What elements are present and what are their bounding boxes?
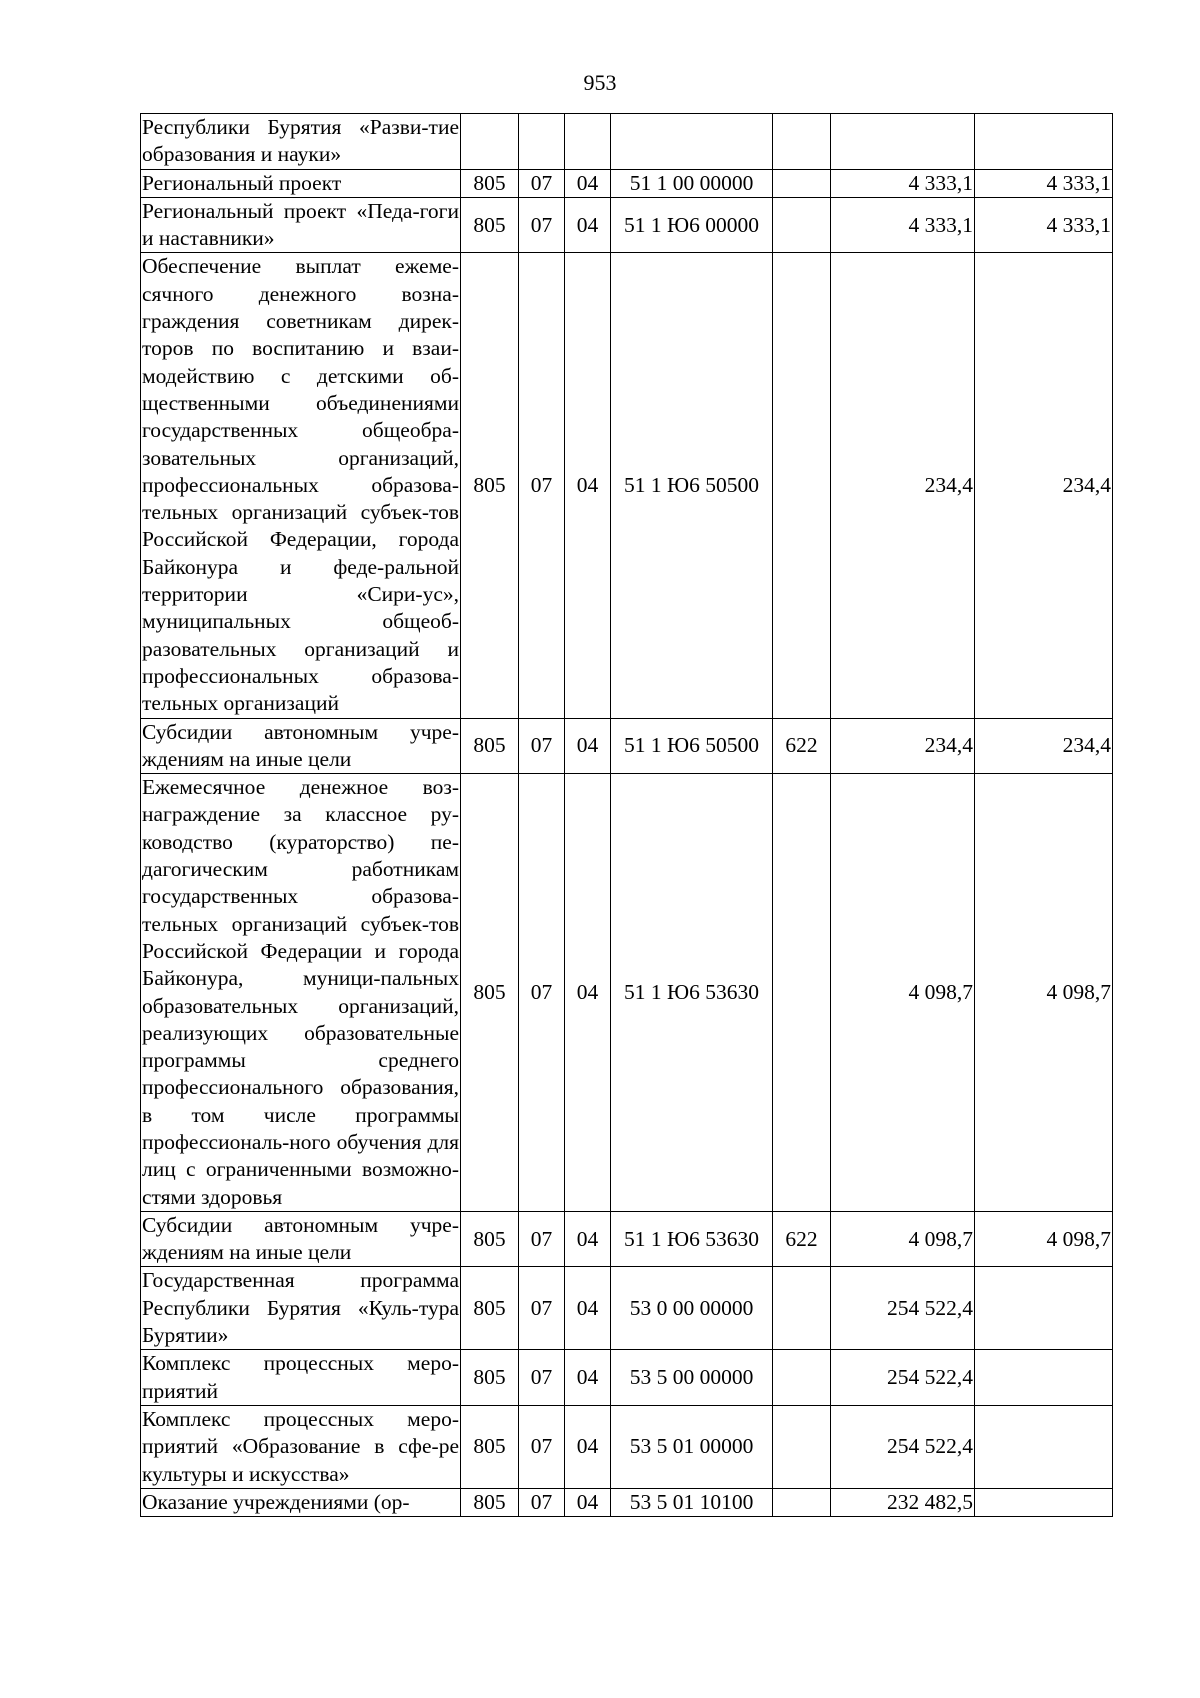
ministry-code-cell: 805 xyxy=(461,253,519,718)
target-article-cell: 51 1 Ю6 00000 xyxy=(611,197,773,253)
amount-2-cell xyxy=(975,1350,1113,1406)
table-row xyxy=(141,114,1113,170)
expense-type-cell xyxy=(773,197,831,253)
ministry-code-cell: 805 xyxy=(461,197,519,253)
expense-type-cell xyxy=(773,253,831,718)
table-row xyxy=(141,1488,1113,1516)
amount-1-cell: 254 522,4 xyxy=(831,1267,975,1350)
target-article-cell: 51 1 Ю6 53630 xyxy=(611,1211,773,1267)
target-article-cell: 51 1 Ю6 50500 xyxy=(611,253,773,718)
amount-2-cell: 234,4 xyxy=(975,253,1113,718)
subsection-code-cell: 04 xyxy=(565,774,611,1212)
row-name-cell: Региональный проект xyxy=(141,169,461,197)
expense-type-cell xyxy=(773,1405,831,1488)
ministry-code-cell: 805 xyxy=(461,718,519,774)
section-code-cell: 07 xyxy=(519,718,565,774)
row-name-cell: Обеспечение выплат ежеме-сячного денежного возна-граждения советникам дирек-торов по воспитанию и взаи-модействию с детскими об-щественными объединениями государственных общеобра-зовательных организаций, профессиональных образова-тельных организаций субъек-тов Российской Федерации, города Байконура и феде-ральной территории «Сири-ус», муниципальных общеоб-разовательных организаций и профессиональных образова-тельных организаций xyxy=(141,253,461,718)
subsection-code-cell: 04 xyxy=(565,1488,611,1516)
target-article-cell: 51 1 Ю6 53630 xyxy=(611,774,773,1212)
target-article-cell: 53 0 00 00000 xyxy=(611,1267,773,1350)
amount-1-cell: 4 333,1 xyxy=(831,169,975,197)
section-code-cell: 07 xyxy=(519,197,565,253)
amount-1-cell: 4 098,7 xyxy=(831,1211,975,1267)
table-row xyxy=(141,1350,1113,1406)
amount-2-cell xyxy=(975,1488,1113,1516)
row-name-cell: Комплекс процессных меро-приятий xyxy=(141,1350,461,1406)
table-row xyxy=(141,1405,1113,1488)
target-article-cell: 51 1 00 00000 xyxy=(611,169,773,197)
budget-table xyxy=(140,113,1113,1517)
row-name-cell: Республики Бурятия «Разви-тие образования и науки» xyxy=(141,114,461,170)
subsection-code-cell: 04 xyxy=(565,1350,611,1406)
row-name-cell: Субсидии автономным учре-ждениям на иные цели xyxy=(141,1211,461,1267)
row-name-cell: Субсидии автономным учре-ждениям на иные цели xyxy=(141,718,461,774)
target-article-cell: 51 1 Ю6 50500 xyxy=(611,718,773,774)
subsection-code-cell: 04 xyxy=(565,1405,611,1488)
subsection-code-cell: 04 xyxy=(565,197,611,253)
amount-2-cell: 234,4 xyxy=(975,718,1113,774)
amount-1-cell: 254 522,4 xyxy=(831,1405,975,1488)
ministry-code-cell: 805 xyxy=(461,1211,519,1267)
amount-2-cell: 4 098,7 xyxy=(975,1211,1113,1267)
amount-1-cell: 254 522,4 xyxy=(831,1350,975,1406)
amount-1-cell: 234,4 xyxy=(831,253,975,718)
subsection-code-cell: 04 xyxy=(565,1211,611,1267)
row-name-cell: Ежемесячное денежное воз-награждение за классное ру-ководство (кураторство) пе-дагогическим работникам государственных образова-тельных организаций субъек-тов Российской Федерации и города Байконура, муници-пальных образовательных организаций, реализующих образовательные программы среднего профессионального образования, в том числе программы профессиональ-ного обучения для лиц с ограниченными возможно-стями здоровья xyxy=(141,774,461,1212)
target-article-cell: 53 5 00 00000 xyxy=(611,1350,773,1406)
target-article-cell: 53 5 01 10100 xyxy=(611,1488,773,1516)
subsection-code-cell xyxy=(565,114,611,170)
section-code-cell: 07 xyxy=(519,774,565,1212)
amount-2-cell: 4 333,1 xyxy=(975,197,1113,253)
expense-type-cell xyxy=(773,1488,831,1516)
table-row xyxy=(141,1211,1113,1267)
subsection-code-cell: 04 xyxy=(565,253,611,718)
section-code-cell xyxy=(519,114,565,170)
table-body xyxy=(141,114,1113,1517)
amount-1-cell: 234,4 xyxy=(831,718,975,774)
expense-type-cell xyxy=(773,774,831,1212)
ministry-code-cell: 805 xyxy=(461,1405,519,1488)
expense-type-cell xyxy=(773,169,831,197)
amount-1-cell: 4 098,7 xyxy=(831,774,975,1212)
expense-type-cell: 622 xyxy=(773,1211,831,1267)
section-code-cell: 07 xyxy=(519,1211,565,1267)
amount-1-cell xyxy=(831,114,975,170)
ministry-code-cell: 805 xyxy=(461,1267,519,1350)
amount-2-cell xyxy=(975,1405,1113,1488)
section-code-cell: 07 xyxy=(519,1267,565,1350)
table-row xyxy=(141,169,1113,197)
expense-type-cell: 622 xyxy=(773,718,831,774)
ministry-code-cell: 805 xyxy=(461,1350,519,1406)
section-code-cell: 07 xyxy=(519,1350,565,1406)
section-code-cell: 07 xyxy=(519,1405,565,1488)
section-code-cell: 07 xyxy=(519,253,565,718)
ministry-code-cell xyxy=(461,114,519,170)
table-row xyxy=(141,718,1113,774)
subsection-code-cell: 04 xyxy=(565,1267,611,1350)
target-article-cell xyxy=(611,114,773,170)
table-row xyxy=(141,1267,1113,1350)
subsection-code-cell: 04 xyxy=(565,718,611,774)
amount-1-cell: 4 333,1 xyxy=(831,197,975,253)
ministry-code-cell: 805 xyxy=(461,774,519,1212)
amount-2-cell xyxy=(975,1267,1113,1350)
row-name-cell: Комплекс процессных меро-приятий «Образование в сфе-ре культуры и искусства» xyxy=(141,1405,461,1488)
row-name-cell: Региональный проект «Педа-гоги и наставники» xyxy=(141,197,461,253)
expense-type-cell xyxy=(773,1350,831,1406)
section-code-cell: 07 xyxy=(519,1488,565,1516)
table-row xyxy=(141,253,1113,718)
row-name-cell: Государственная программа Республики Бурятия «Куль-тура Бурятии» xyxy=(141,1267,461,1350)
expense-type-cell xyxy=(773,114,831,170)
target-article-cell: 53 5 01 00000 xyxy=(611,1405,773,1488)
page-number: 953 xyxy=(583,70,617,95)
section-code-cell: 07 xyxy=(519,169,565,197)
subsection-code-cell: 04 xyxy=(565,169,611,197)
expense-type-cell xyxy=(773,1267,831,1350)
amount-2-cell: 4 098,7 xyxy=(975,774,1113,1212)
row-name-cell: Оказание учреждениями (ор- xyxy=(141,1488,461,1516)
amount-1-cell: 232 482,5 xyxy=(831,1488,975,1516)
table-row xyxy=(141,197,1113,253)
ministry-code-cell: 805 xyxy=(461,169,519,197)
table-row xyxy=(141,774,1113,1212)
amount-2-cell xyxy=(975,114,1113,170)
ministry-code-cell: 805 xyxy=(461,1488,519,1516)
amount-2-cell: 4 333,1 xyxy=(975,169,1113,197)
